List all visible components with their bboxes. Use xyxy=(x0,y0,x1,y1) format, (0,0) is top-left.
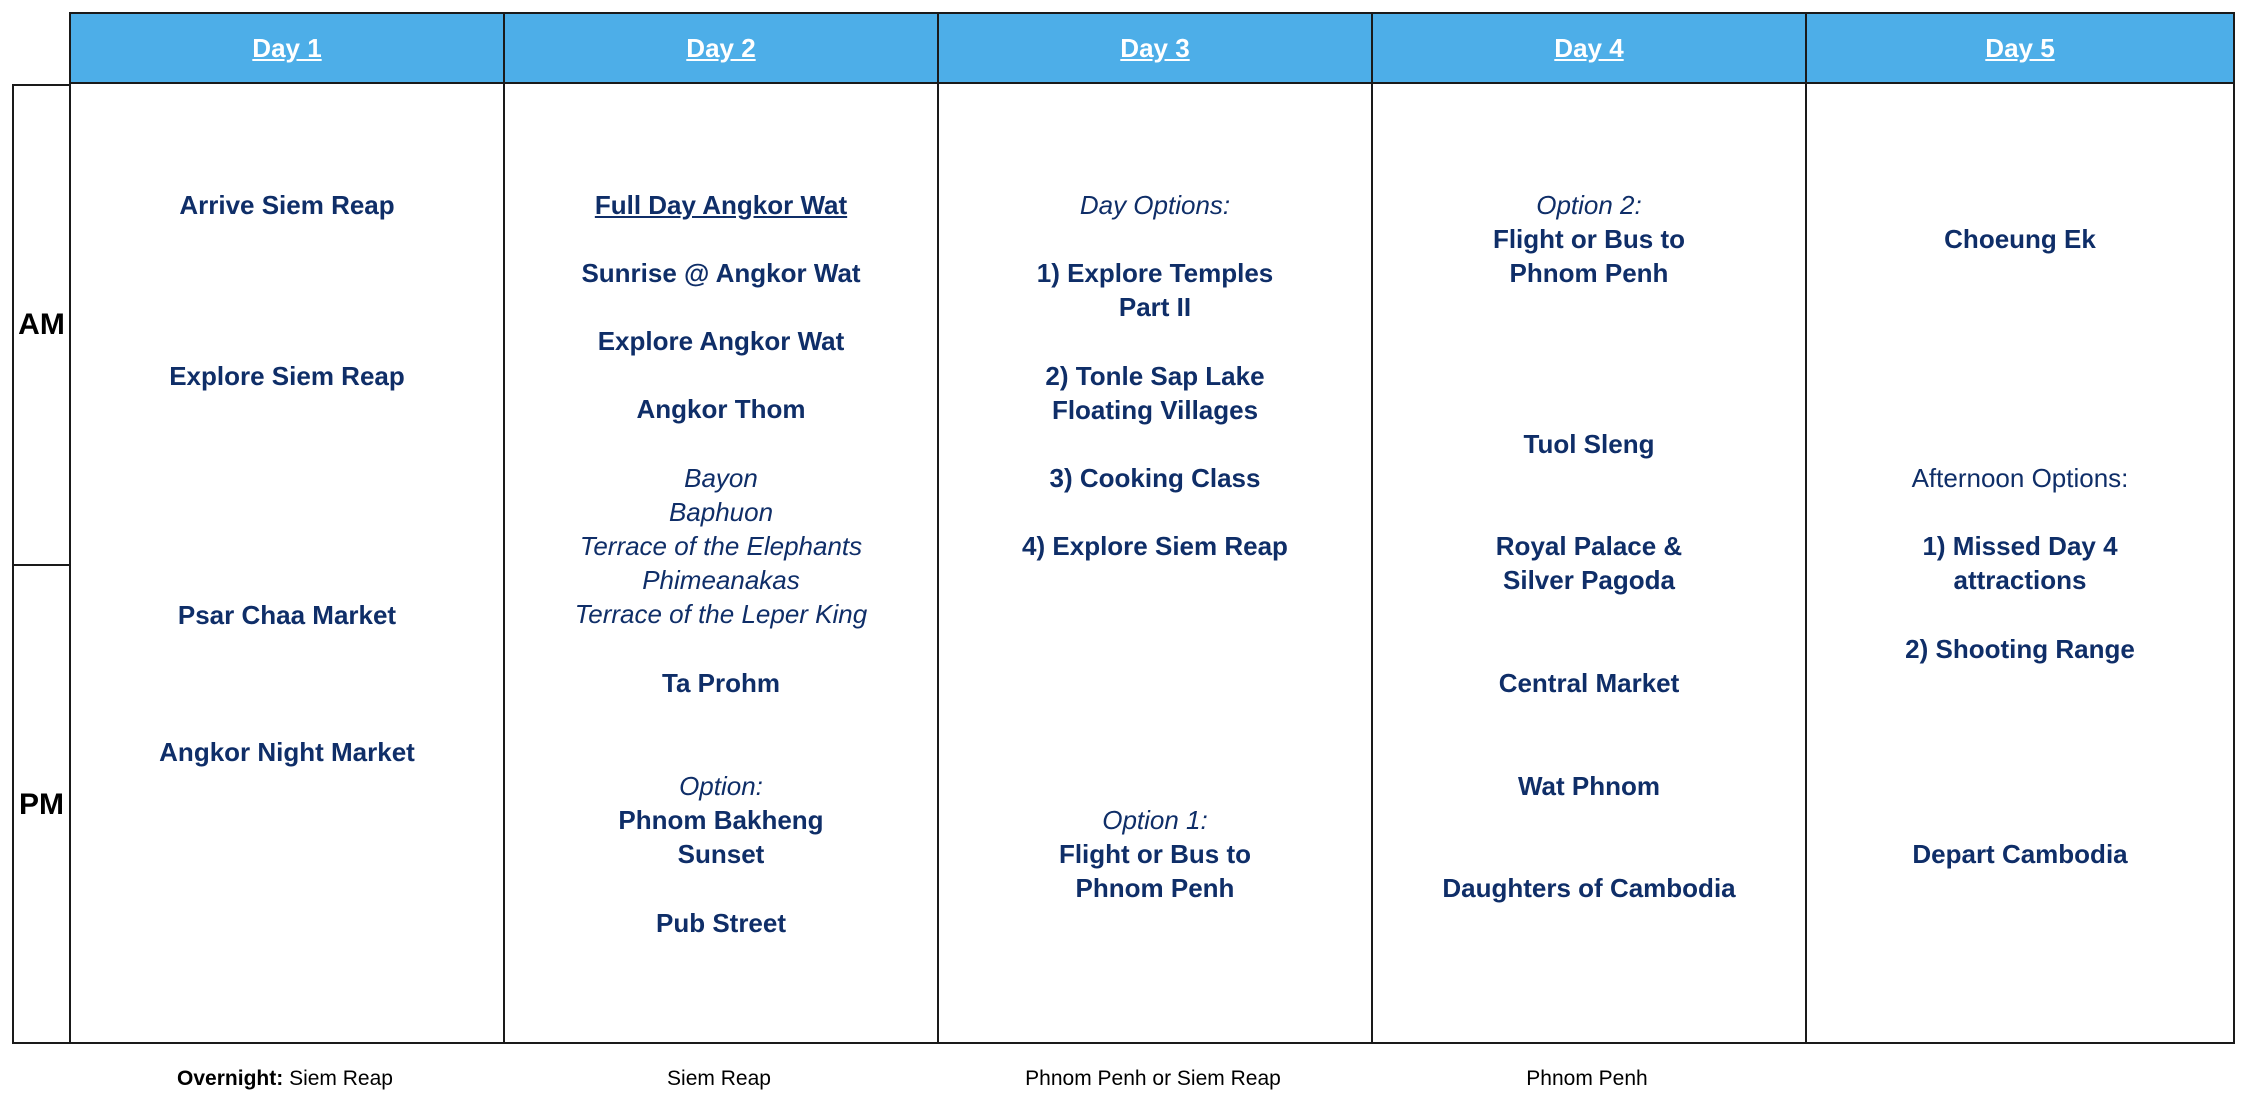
am-pm-divider xyxy=(14,564,69,566)
activity-item: Flight or Bus to Phnom Penh xyxy=(1058,839,1252,903)
activity-item: Depart Cambodia xyxy=(1912,839,2128,869)
activity-item: Ta Prohm xyxy=(662,668,780,698)
overnight-day-2: Siem Reap xyxy=(667,1067,771,1090)
activity-item: Daughters of Cambodia xyxy=(1442,873,1736,903)
option-label: Day Options: xyxy=(1079,190,1231,220)
activity-item: 1) Missed Day 4 attractions xyxy=(1922,531,2118,595)
activity-item: 3) Cooking Class xyxy=(1049,463,1261,493)
day-4-header: Day 4 xyxy=(1554,32,1624,63)
option-label: Option: xyxy=(679,771,763,801)
overnight-row xyxy=(69,1062,2235,1096)
overnight-day-3: Phnom Penh or Siem Reap xyxy=(1025,1067,1281,1090)
activity-item: Central Market xyxy=(1498,668,1680,698)
day-2-column xyxy=(505,84,937,1042)
activity-item: 4) Explore Siem Reap xyxy=(1022,531,1288,561)
am-label: AM xyxy=(18,308,65,341)
activity-item: Royal Palace & Silver Pagoda xyxy=(1495,531,1683,595)
activity-item: 2) Tonle Sap Lake Floating Villages xyxy=(1045,361,1265,425)
option-label: Option 2: xyxy=(1536,190,1642,220)
activity-item: Psar Chaa Market xyxy=(177,600,397,630)
activity-item: Sunrise @ Angkor Wat xyxy=(581,258,861,288)
day-4-column xyxy=(1373,84,1805,1042)
activity-item: Angkor Thom xyxy=(636,394,806,424)
activity-item: Wat Phnom xyxy=(1517,771,1661,801)
activity-item: 2) Shooting Range xyxy=(1905,634,2135,664)
activity-item: Tuol Sleng xyxy=(1523,429,1655,459)
day-1-column xyxy=(71,84,503,1042)
pm-label: PM xyxy=(19,788,64,821)
day-3-header: Day 3 xyxy=(1120,32,1190,63)
header-row xyxy=(69,12,2235,84)
activity-item: Arrive Siem Reap xyxy=(179,190,395,220)
activity-item: Choeung Ek xyxy=(1944,224,2096,254)
activity-item: Pub Street xyxy=(655,908,787,938)
schedule-body xyxy=(69,84,2235,1044)
period-column xyxy=(12,84,69,1044)
overnight-location: Siem Reap xyxy=(289,1067,393,1090)
option-label: Afternoon Options: xyxy=(1911,463,2129,493)
activity-item: Full Day Angkor Wat xyxy=(594,190,848,220)
day-2-header: Day 2 xyxy=(686,32,756,63)
activity-item: 1) Explore Temples Part II xyxy=(1036,258,1274,322)
overnight-day-1 xyxy=(69,1062,501,1096)
activity-item: Angkor Night Market xyxy=(159,737,415,767)
option-label: Option 1: xyxy=(1102,805,1208,835)
activity-item: Flight or Bus to Phnom Penh xyxy=(1492,224,1686,288)
day-3-column xyxy=(939,84,1371,1042)
activity-item: Explore Siem Reap xyxy=(169,361,405,391)
overnight-label: Overnight: xyxy=(177,1067,284,1090)
activity-item: Explore Angkor Wat xyxy=(597,326,845,356)
activity-sublist: Bayon Baphuon Terrace of the Elephants Phimeanakas Terrace of the Leper King xyxy=(574,463,868,629)
activity-item: Phnom Bakheng Sunset xyxy=(618,805,824,869)
overnight-day-4: Phnom Penh xyxy=(1526,1067,1648,1090)
day-5-column xyxy=(1807,84,2233,1042)
day-1-header: Day 1 xyxy=(252,32,322,63)
day-5-header: Day 5 xyxy=(1985,32,2055,63)
